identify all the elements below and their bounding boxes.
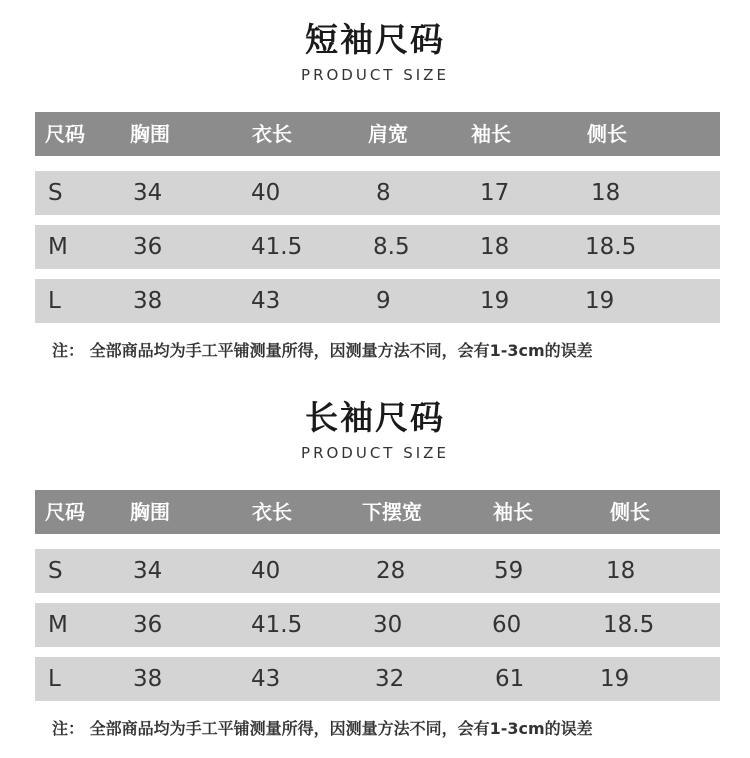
table-row xyxy=(35,279,720,323)
cell-length: 40 xyxy=(251,558,281,584)
cell-side-length: 19 xyxy=(585,288,615,314)
cell-chest: 34 xyxy=(133,180,163,206)
cell-side-length: 18 xyxy=(591,180,621,206)
cell-size: S xyxy=(48,180,63,206)
cell-shoulder: 8 xyxy=(376,180,391,206)
header-size: 尺码 xyxy=(45,122,85,146)
long-sleeve-title: 长袖尺码 xyxy=(305,398,445,437)
header-chest: 胸围 xyxy=(130,500,170,524)
header-side-length: 侧长 xyxy=(610,500,650,524)
cell-hem-width: 30 xyxy=(373,612,403,638)
cell-side-length: 18.5 xyxy=(603,612,655,638)
header-side-length: 侧长 xyxy=(587,122,627,146)
header-hem-width: 下摆宽 xyxy=(362,500,422,524)
cell-size: M xyxy=(48,612,68,638)
cell-side-length: 18.5 xyxy=(585,234,637,260)
long-sleeve-note: 注： 全部商品均为手工平铺测量所得，因测量方法不同，会有1-3cm的误差 xyxy=(52,719,593,738)
cell-size: M xyxy=(48,234,68,260)
table-row xyxy=(35,171,720,215)
short-sleeve-subtitle: PRODUCT SIZE xyxy=(301,66,449,84)
cell-size: S xyxy=(48,558,63,584)
table-row xyxy=(35,657,720,701)
cell-length: 41.5 xyxy=(251,612,303,638)
cell-sleeve: 18 xyxy=(480,234,510,260)
long-sleeve-header-row xyxy=(35,490,720,534)
cell-chest: 36 xyxy=(133,612,163,638)
cell-chest: 38 xyxy=(133,288,163,314)
cell-sleeve: 60 xyxy=(492,612,522,638)
cell-hem-width: 32 xyxy=(375,666,405,692)
header-shoulder: 肩宽 xyxy=(368,122,408,146)
cell-side-length: 19 xyxy=(600,666,630,692)
cell-length: 40 xyxy=(251,180,281,206)
cell-chest: 38 xyxy=(133,666,163,692)
cell-sleeve: 19 xyxy=(480,288,510,314)
table-row xyxy=(35,603,720,647)
table-row xyxy=(35,225,720,269)
header-sleeve: 袖长 xyxy=(471,122,511,146)
cell-hem-width: 28 xyxy=(376,558,406,584)
cell-sleeve: 17 xyxy=(480,180,510,206)
header-size: 尺码 xyxy=(45,500,85,524)
cell-sleeve: 59 xyxy=(494,558,524,584)
header-chest: 胸围 xyxy=(130,122,170,146)
cell-length: 43 xyxy=(251,288,281,314)
short-sleeve-note: 注： 全部商品均为手工平铺测量所得，因测量方法不同，会有1-3cm的误差 xyxy=(52,341,593,360)
cell-chest: 36 xyxy=(133,234,163,260)
cell-side-length: 18 xyxy=(606,558,636,584)
short-sleeve-header-row xyxy=(35,112,720,156)
short-sleeve-title: 短袖尺码 xyxy=(305,20,445,59)
cell-shoulder: 8.5 xyxy=(373,234,410,260)
long-sleeve-subtitle: PRODUCT SIZE xyxy=(301,444,449,462)
cell-length: 41.5 xyxy=(251,234,303,260)
table-row xyxy=(35,549,720,593)
cell-size: L xyxy=(48,288,61,314)
cell-size: L xyxy=(48,666,61,692)
header-length: 衣长 xyxy=(252,500,292,524)
header-length: 衣长 xyxy=(252,122,292,146)
cell-length: 43 xyxy=(251,666,281,692)
cell-chest: 34 xyxy=(133,558,163,584)
cell-shoulder: 9 xyxy=(376,288,391,314)
header-sleeve: 袖长 xyxy=(493,500,533,524)
cell-sleeve: 61 xyxy=(495,666,525,692)
